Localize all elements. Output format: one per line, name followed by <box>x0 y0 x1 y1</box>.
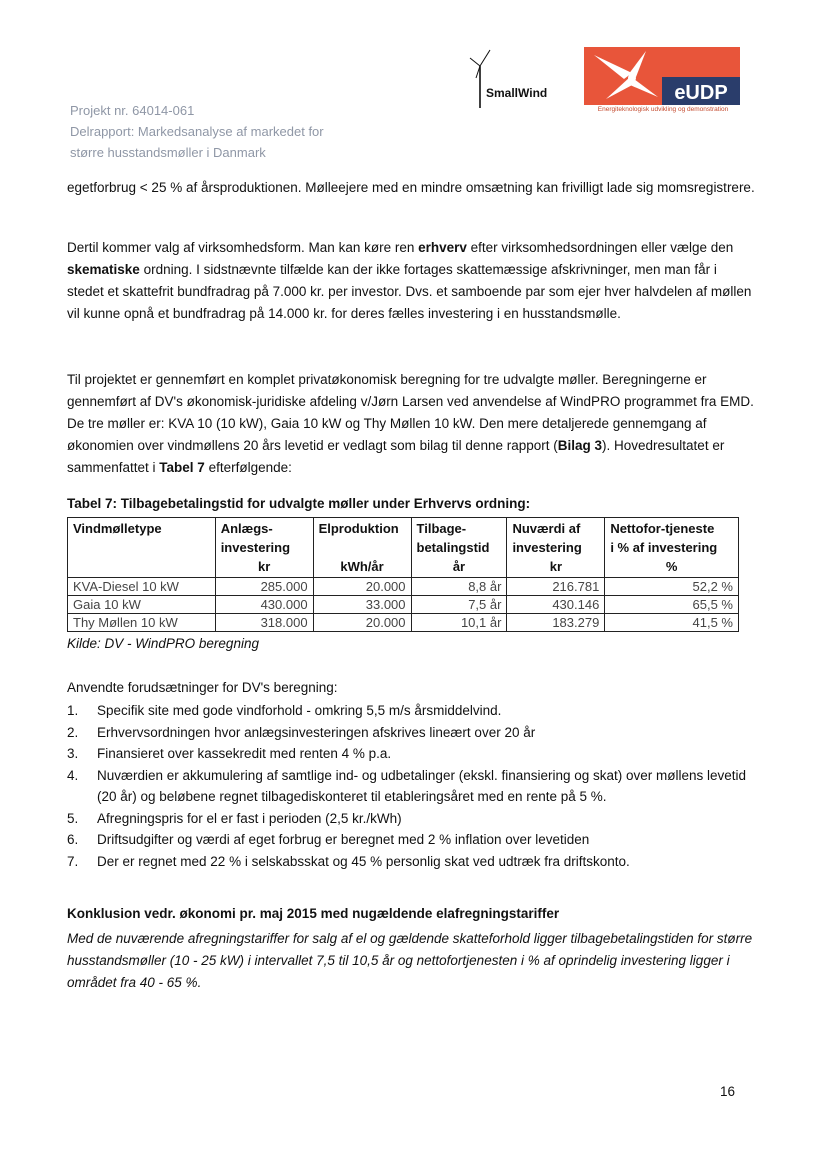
list-item: 1. Specifik site med gode vindforhold - omkring 5,5 m/s årsmiddelvind. <box>67 703 502 718</box>
paragraph-calculation: Til projektet er gennemført en komplet privatøkonomisk beregning for tre udvalgte møller. Beregningerne er gennemført af DV's økonomisk-juridiske afdeling v/Jørn Larsen ved anvendelse af WindPRO programmet fra EMD. De tre møller er: KVA 10 (10 kW), Gaia 10 kW og Thy Møllen 10 kW. Den mere detaljerede gennemgang af økonomien over vindmøllens 20 års levetid er vedlagt som bilag til denne rapport (Bilag 3). Hovedresultatet er sammenfattet i Tabel 7 efterfølgende: <box>67 372 754 475</box>
list-item: 6. Driftsudgifter og værdi af eget forbrug er beregnet med 2 % inflation over levetiden <box>67 832 590 847</box>
eudp-tagline: Energiteknologisk udvikling og demonstration <box>597 106 729 113</box>
assumptions-list <box>67 700 757 872</box>
cell-net-profit: 52,2 % <box>605 578 739 596</box>
cell-investment: 430.000 <box>215 596 313 614</box>
cell-production: 20.000 <box>313 614 411 632</box>
list-item: 2. Erhvervsordningen hvor anlægsinvesteringen afskrives lineært over 20 år <box>67 724 536 740</box>
header-investment: Anlægs- investering kr <box>215 518 313 578</box>
cell-investment: 318.000 <box>215 614 313 632</box>
table-row <box>68 596 739 614</box>
cell-investment: 285.000 <box>215 578 313 596</box>
eudp-logo-text: eUDP <box>674 82 728 104</box>
conclusion-text: Med de nuværende afregningstariffer for salg af el og gældende skatteforhold ligger tilbagebetalingstiden for større husstandsmøller (10 - 25 kW) i intervallet 7,5 til 10,5 år og nettofortjenesten i % af oprindelig investering ligger i området fra 40 - 65 %. <box>67 931 753 990</box>
table-source: Kilde: DV - WindPRO beregning <box>67 636 259 651</box>
header-net-profit: Nettofor-tjeneste i % af investering % <box>605 518 739 578</box>
cell-net-profit: 65,5 % <box>605 596 739 614</box>
cell-npv: 183.279 <box>507 614 605 632</box>
table-caption: Tabel 7: Tilbagebetalingstid for udvalgte møller under Erhvervs ordning: <box>67 496 531 511</box>
smallwind-logo <box>458 48 568 112</box>
paragraph-vat: egetforbrug < 25 % af årsproduktionen. Mølleejere med en mindre omsætning kan frivilligt lade sig momsregistrere. <box>67 180 755 195</box>
header-payback: Tilbage- betalingstid år <box>411 518 507 578</box>
eudp-emblem-icon <box>584 47 740 105</box>
project-info <box>70 100 410 163</box>
cell-production: 33.000 <box>313 596 411 614</box>
cell-npv: 216.781 <box>507 578 605 596</box>
list-item: 3. Finansieret over kassekredit med renten 4 % p.a. <box>67 746 392 761</box>
paragraph-company-form: Dertil kommer valg af virksomhedsform. Man kan køre ren erhverv efter virksomhedsordningen eller vælge den skematiske ordning. I sidstnævnte tilfælde kan der ikke fortages skattemæssige afskrivninger, men man får i stedet et skattefrit bundfradrag på 7.000 kr. per investor. Dvs. et samboende par som ejer hver halvdelen af møllen vil kunne opnå et bundfradrag på 14.000 kr. for deres fælles investering i en husstandsmølle. <box>67 240 752 321</box>
smallwind-logo-text: SmallWind <box>486 86 548 100</box>
list-item: 5. Afregningspris for el er fast i perioden (2,5 kr./kWh) <box>67 810 402 826</box>
page-number: 16 <box>720 1084 736 1099</box>
table-row <box>68 614 739 632</box>
cell-production: 20.000 <box>313 578 411 596</box>
wind-turbine-icon <box>464 48 494 110</box>
cell-net-profit: 41,5 % <box>605 614 739 632</box>
header-turbine-type: Vindmølletype <box>68 518 216 578</box>
project-number: Projekt nr. 64014-061 <box>70 103 195 118</box>
report-title-line-1: Delrapport: Markedsanalyse af markedet for <box>70 124 324 139</box>
cell-turbine: Thy Møllen 10 kW <box>68 614 216 632</box>
list-item: 7. Der er regnet med 22 % i selskabsskat og 45 % personlig skat ved udtræk fra driftskonto. <box>67 853 630 869</box>
table-header-row <box>68 518 739 578</box>
cell-turbine: Gaia 10 kW <box>68 596 216 614</box>
cell-turbine: KVA-Diesel 10 kW <box>68 578 216 596</box>
header-npv: Nuværdi af investering kr <box>507 518 605 578</box>
list-item: 4. Nuværdien er akkumulering af samtlige ind- og udbetalinger (ekskl. finansiering og skat) over møllens levetid (20 år) og beløbene regnet tilbagediskonteret til etableringsåret med en rente på 5 %. <box>67 767 747 804</box>
report-title-line-2: større husstandsmøller i Danmark <box>70 145 266 160</box>
cell-payback: 10,1 år <box>411 614 507 632</box>
eudp-logo <box>584 47 742 121</box>
header-production: Elproduktion kWh/år <box>313 518 411 578</box>
assumptions-title: Anvendte forudsætninger for DV's beregning: <box>67 680 338 695</box>
conclusion-title: Konklusion vedr. økonomi pr. maj 2015 med nugældende elafregningstariffer <box>67 906 560 921</box>
cell-payback: 7,5 år <box>411 596 507 614</box>
table-row <box>68 578 739 596</box>
payback-table <box>67 517 739 632</box>
cell-npv: 430.146 <box>507 596 605 614</box>
cell-payback: 8,8 år <box>411 578 507 596</box>
